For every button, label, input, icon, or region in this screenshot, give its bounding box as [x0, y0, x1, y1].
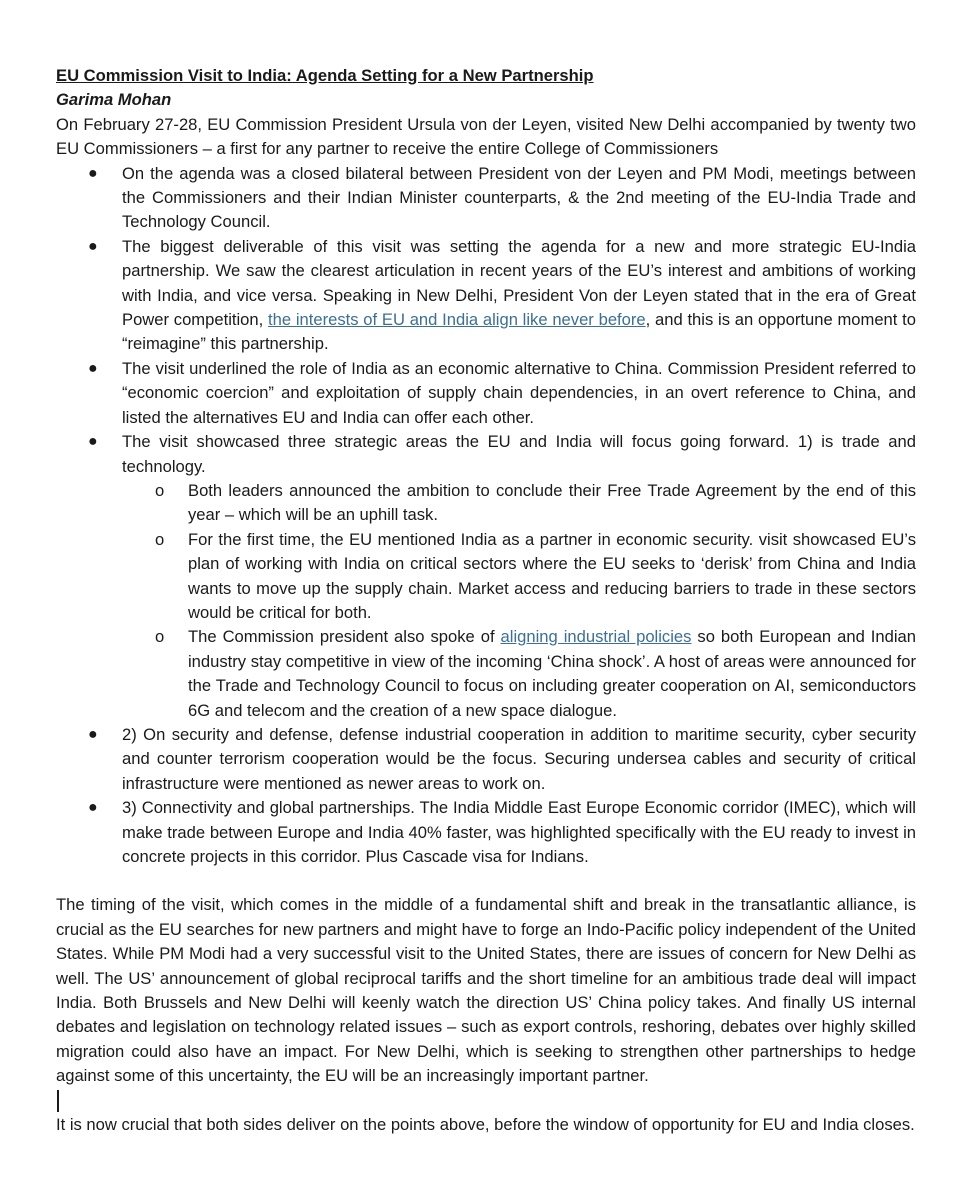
bullet-text: 2) On security and defense, defense industrial cooperation in addition to maritime security, cyber security and counter terrorism cooperation would be the focus. Securing undersea cables and security of critical infrastructure were mentioned as newer areas to work on. — [122, 724, 916, 793]
document-title: EU Commission Visit to India: Agenda Setting for a New Partnership — [56, 66, 594, 85]
bullet-text: The visit showcased three strategic areas the EU and India will focus going forward. 1) is trade and technology. — [122, 432, 916, 476]
bullet-text: On the agenda was a closed bilateral between President von der Leyen and PM Modi, meetings between the Commissioners and their Indian Minister counterparts, & the 2nd meeting of the EU-India Trade and Technology Council. — [122, 163, 916, 232]
bullet-text: The visit underlined the role of India as an economic alternative to China. Commission President referred to “economic coercion” and exploitation of supply chain dependencies, in an overt reference to China, and listed the alternatives EU and India can offer each other. — [122, 358, 916, 427]
text-cursor[interactable] — [57, 1090, 59, 1112]
bullet-icon: ● — [88, 359, 98, 377]
sub-bullet-icon: o — [155, 627, 165, 647]
bullet-list — [56, 162, 916, 870]
list-item — [56, 357, 916, 430]
sub-bullet-text: Both leaders announced the ambition to conclude their Free Trade Agreement by the end of this year – which will be an uphill task. — [188, 480, 916, 525]
sub-list-item — [122, 528, 916, 626]
sub-bullet-icon: o — [155, 529, 165, 549]
bullet-icon: ● — [88, 164, 98, 182]
bullet-icon: ● — [88, 433, 98, 451]
sub-list-item — [122, 625, 916, 723]
link-aligning-industrial-policies[interactable]: aligning industrial policies — [500, 627, 692, 647]
list-item — [56, 796, 916, 869]
closing-paragraph: It is now crucial that both sides deliver on the points above, before the window of opportunity for EU and India closes. — [56, 1114, 915, 1134]
document-author: Garima Mohan — [56, 90, 172, 110]
intro-paragraph: On February 27-28, EU Commission President Ursula von der Leyen, visited New Delhi accompanied by twenty two EU Commissioners – a first for any partner to receive the entire College of Commissioners — [56, 114, 916, 159]
bullet-icon: ● — [88, 725, 98, 743]
link-interests-align[interactable]: the interests of EU and India align like never before — [268, 310, 646, 330]
list-item — [56, 235, 916, 357]
bullet-text: The biggest deliverable of this visit was setting the agenda for a new and more strategic EU-India partnership. We saw the clearest articulation in recent years of the EU’s interest and ambitions of working with India, and vice versa. Speaking in New Delhi, President Von der Leyen stated that in the era of Great Power competition, — [122, 236, 916, 330]
bullet-text: 3) Connectivity and global partnerships. The India Middle East Europe Economic corridor (IMEC), which will make trade between Europe and India 40% faster, was highlighted specifically with the EU ready to invest in concrete projects in this corridor. Plus Cascade visa for Indians. — [122, 798, 916, 866]
sub-bullet-text: so both European and Indian industry stay competitive in view of the incoming ‘China shock’. A host of areas were announced for the Trade and Technology Council to focus on including greater cooperation on AI, semiconductors 6G and telecom and the creation of a new space dialogue. — [188, 627, 917, 720]
paragraph-spacer — [56, 869, 916, 893]
sub-bullet-text: The Commission president also spoke of — [188, 627, 501, 647]
document-page — [56, 64, 916, 1137]
bullet-icon: ● — [88, 237, 98, 255]
timing-paragraph: The timing of the visit, which comes in the middle of a fundamental shift and break in the transatlantic alliance, is crucial as the EU searches for new partners and might have to forge an Indo-Pacific policy independent of the United States. While PM Modi had a very successful visit to the United States, there are issues of concern for New Delhi as well. The US’ announcement of global reciprocal tariffs and the short timeline for an ambitious trade deal will impact India. Both Brussels and New Delhi will keenly watch the direction US’ China policy takes. And finally US internal debates and legislation on technology related issues – such as export controls, reshoring, debates over highly skilled migration could also have an impact. For New Delhi, which is seeking to strengthen other partnerships to hedge against some of this uncertainty, the EU will be an increasingly important partner. — [56, 895, 916, 1086]
sub-list-item — [122, 479, 916, 528]
sub-bullet-text: For the first time, the EU mentioned India as a partner in economic security. visit showcased EU’s plan of working with India on critical sectors where the EU seeks to ‘derisk’ from China and India wants to move up the supply chain. Market access and reducing barriers to trade in these sectors would be critical for both. — [188, 529, 916, 622]
list-item — [56, 430, 916, 723]
bullet-icon: ● — [88, 799, 98, 817]
list-item — [56, 723, 916, 796]
sub-bullet-icon: o — [155, 480, 165, 500]
sub-bullet-list — [122, 479, 916, 723]
list-item — [56, 162, 916, 235]
bullet-text: , and this is an opportune moment to “reimagine” this partnership. — [122, 310, 916, 354]
